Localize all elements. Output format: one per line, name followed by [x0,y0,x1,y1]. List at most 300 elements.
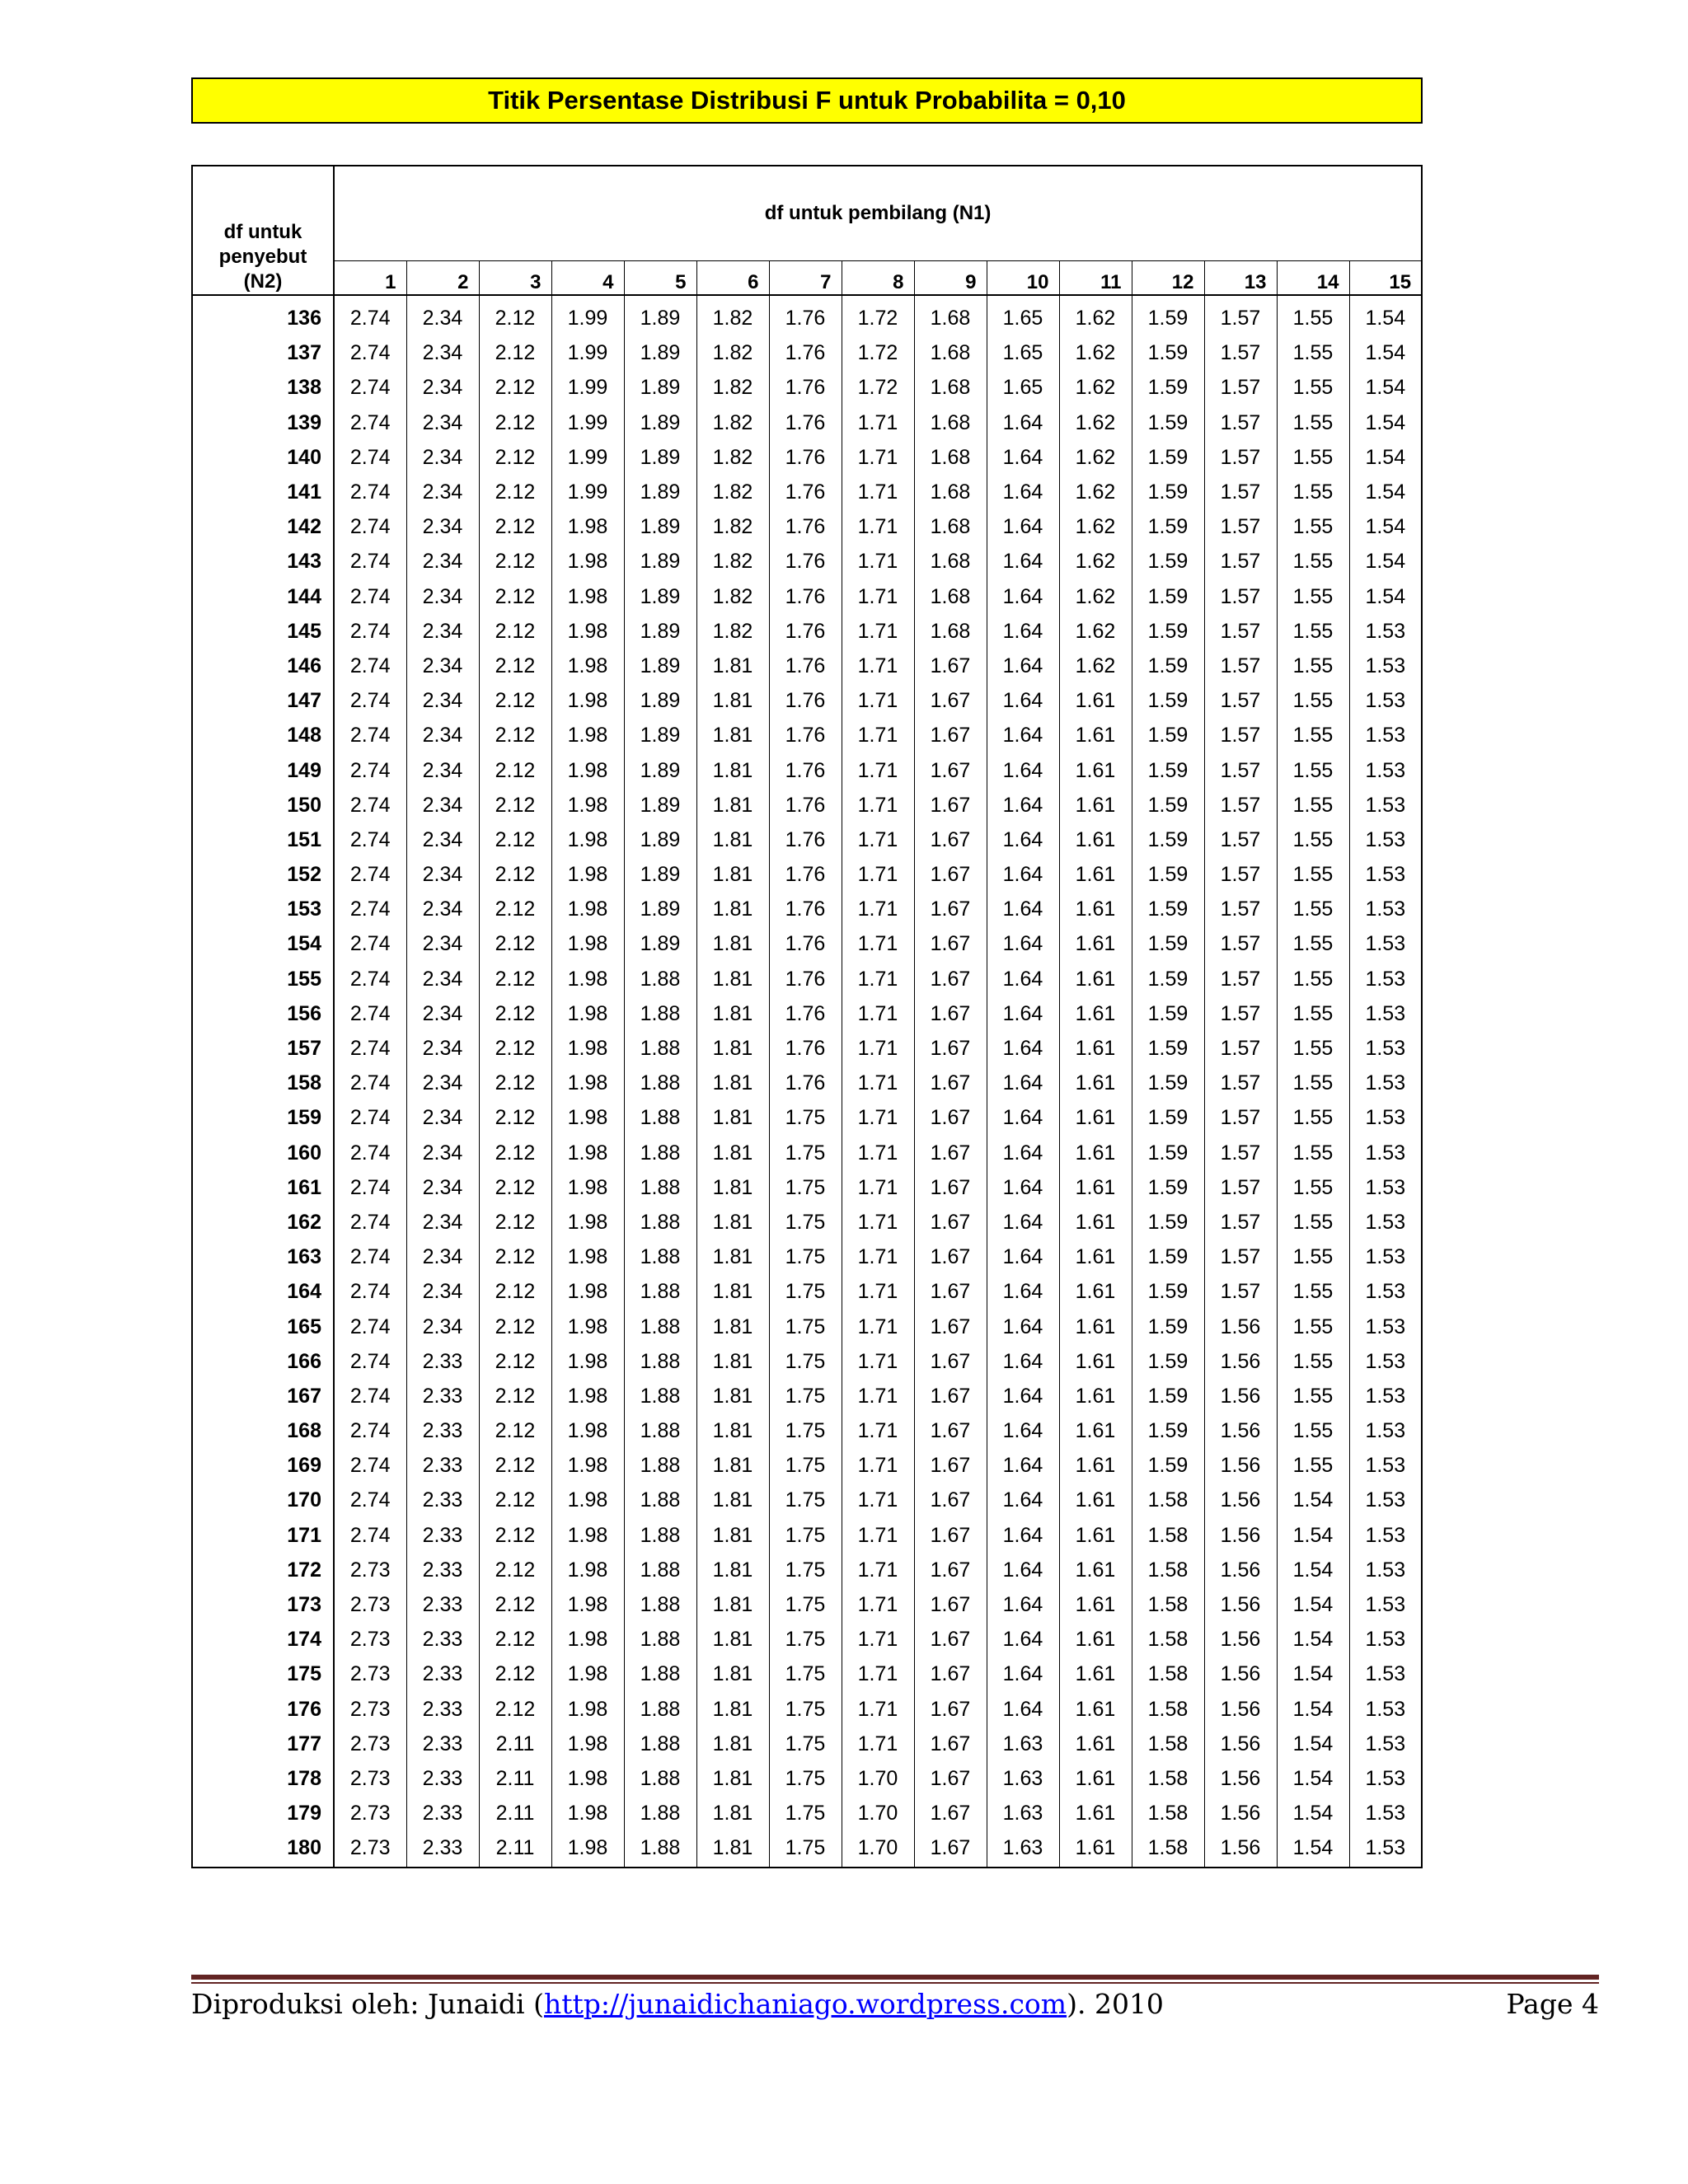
table-cell: 1.75 [769,1274,842,1309]
table-cell: 2.34 [406,1205,479,1240]
table-cell: 1.64 [987,1170,1059,1205]
table-cell: 1.65 [987,335,1059,370]
table-cell: 2.33 [406,1483,479,1517]
table-cell: 1.64 [987,996,1059,1031]
table-cell: 1.65 [987,295,1059,335]
table-cell: 2.74 [334,475,406,509]
table-cell: 1.56 [1204,1553,1277,1587]
table-cell: 1.70 [842,1830,914,1868]
table-cell: 1.71 [842,405,914,440]
table-cell: 1.75 [769,1518,842,1553]
table-cell: 1.62 [1059,295,1132,335]
table-cell: 1.71 [842,892,914,926]
column-header: 5 [624,261,696,296]
table-cell: 1.98 [551,1136,624,1170]
row-df-n2: 167 [192,1379,334,1413]
table-cell: 2.12 [479,1692,551,1727]
table-cell: 1.61 [1059,1761,1132,1796]
table-cell: 1.57 [1204,440,1277,475]
table-cell: 1.98 [551,1796,624,1830]
table-cell: 1.53 [1365,863,1406,887]
table-cell: 1.55 [1277,1379,1349,1413]
table-cell: 1.81 [696,752,769,787]
table-cell: 2.74 [334,1518,406,1553]
table-row [192,614,1422,649]
table-cell: 2.12 [479,1587,551,1622]
table-cell: 2.12 [479,1136,551,1170]
table-cell: 1.71 [842,1344,914,1379]
table-row [192,823,1422,857]
table-cell: 1.67 [914,1413,987,1448]
table-cell: 1.55 [1277,440,1349,475]
table-cell: 1.72 [842,335,914,370]
table-cell: 1.67 [914,823,987,857]
n2-header-line: df untuk [223,221,302,243]
table-cell: 2.74 [334,1100,406,1135]
table-cell: 1.67 [914,788,987,823]
table-cell: 1.59 [1132,962,1204,996]
table-cell: 1.54 [1365,307,1406,330]
footer-link[interactable]: http://junaidichaniago.wordpress.com [543,1988,1067,2020]
table-cell: 1.57 [1204,1274,1277,1309]
table-cell: 1.71 [842,683,914,718]
table-cell: 1.59 [1132,926,1204,961]
table-cell: 1.57 [1204,475,1277,509]
table-cell: 1.55 [1277,996,1349,1031]
table-cell: 1.98 [551,1066,624,1100]
table-cell: 1.81 [696,1483,769,1517]
table-cell: 1.81 [696,1066,769,1100]
row-df-n2: 165 [192,1309,334,1343]
table-cell: 2.74 [334,1274,406,1309]
table-cell: 2.12 [479,718,551,752]
table-cell: 1.53 [1365,1662,1406,1686]
table-cell: 1.58 [1132,1483,1204,1517]
table-cell: 1.59 [1132,475,1204,509]
table-cell: 1.64 [987,752,1059,787]
table-row [192,1205,1422,1240]
table-cell: 2.12 [479,405,551,440]
table-cell: 1.53 [1365,1210,1406,1234]
table-cell: 1.58 [1132,1622,1204,1657]
table-cell: 1.61 [1059,752,1132,787]
table-cell: 1.98 [551,1518,624,1553]
row-df-n2: 154 [192,926,334,961]
table-cell: 1.53 [1365,1071,1406,1095]
table-cell: 1.59 [1132,614,1204,649]
table-cell: 1.76 [769,614,842,649]
table-cell: 1.75 [769,1379,842,1413]
row-df-n2: 146 [192,649,334,683]
table-cell: 2.34 [406,1240,479,1274]
table-cell: 1.81 [696,1796,769,1830]
table-row [192,1413,1422,1448]
table-cell: 1.76 [769,544,842,579]
table-cell: 2.12 [479,892,551,926]
table-cell: 1.71 [842,718,914,752]
table-row [192,1379,1422,1413]
table-cell: 1.71 [842,996,914,1031]
table-row [192,1553,1422,1587]
table-cell: 1.82 [696,544,769,579]
table-cell: 1.98 [551,544,624,579]
table-cell: 2.34 [406,788,479,823]
table-cell: 1.54 [1277,1727,1349,1761]
table-cell: 1.98 [551,1344,624,1379]
table-row [192,649,1422,683]
table-cell: 1.68 [914,509,987,544]
table-cell: 1.53 [1365,1523,1406,1547]
table-cell: 1.53 [1365,898,1406,921]
table-cell: 1.57 [1204,823,1277,857]
table-cell: 1.81 [696,1136,769,1170]
table-cell: 2.74 [334,649,406,683]
table-cell: 1.56 [1204,1483,1277,1517]
table-cell: 1.98 [551,1622,624,1657]
table-cell: 1.75 [769,1170,842,1205]
table-row [192,1692,1422,1727]
table-cell: 1.59 [1132,370,1204,405]
table-cell: 2.74 [334,1205,406,1240]
table-cell: 1.71 [842,1031,914,1066]
table-cell: 1.89 [624,892,696,926]
row-df-n2: 178 [192,1761,334,1796]
table-cell: 1.98 [551,788,624,823]
table-cell: 1.81 [696,1622,769,1657]
table-cell: 1.58 [1132,1727,1204,1761]
table-cell: 2.74 [334,509,406,544]
table-cell: 1.55 [1277,1344,1349,1379]
table-cell: 1.75 [769,1587,842,1622]
table-cell: 1.57 [1204,962,1277,996]
table-cell: 1.81 [696,823,769,857]
table-cell: 1.64 [987,857,1059,892]
table-cell: 1.55 [1277,295,1349,335]
table-cell: 2.12 [479,295,551,335]
table-cell: 1.71 [842,962,914,996]
table-cell: 1.71 [842,440,914,475]
table-cell: 2.12 [479,926,551,961]
table-cell: 1.88 [624,1240,696,1274]
table-cell: 1.75 [769,1830,842,1868]
table-cell: 2.73 [334,1622,406,1657]
table-row [192,683,1422,718]
table-cell: 1.67 [914,1100,987,1135]
table-cell: 1.63 [987,1830,1059,1868]
table-cell: 1.55 [1277,579,1349,614]
table-cell: 1.57 [1204,1136,1277,1170]
table-row [192,1657,1422,1691]
table-cell: 1.57 [1204,788,1277,823]
table-cell: 1.57 [1204,579,1277,614]
table-cell: 1.64 [987,1413,1059,1448]
table-cell: 1.75 [769,1344,842,1379]
table-cell: 1.54 [1277,1657,1349,1691]
table-row [192,718,1422,752]
table-cell: 2.74 [334,962,406,996]
table-cell: 1.54 [1277,1692,1349,1727]
table-cell: 1.75 [769,1309,842,1343]
table-cell: 1.55 [1277,335,1349,370]
table-cell: 1.98 [551,1205,624,1240]
table-row [192,892,1422,926]
table-cell: 1.98 [551,1761,624,1796]
table-cell: 1.88 [624,1413,696,1448]
table-cell: 1.75 [769,1483,842,1517]
row-df-n2: 171 [192,1518,334,1553]
table-cell: 2.74 [334,1379,406,1413]
table-cell: 2.12 [479,1413,551,1448]
table-cell: 1.64 [987,892,1059,926]
table-cell: 1.76 [769,370,842,405]
table-row [192,926,1422,961]
table-cell: 1.89 [624,370,696,405]
table-cell: 1.75 [769,1622,842,1657]
footer-prefix: Diproduksi oleh: Junaidi ( [191,1988,544,2020]
table-cell: 1.98 [551,1727,624,1761]
n2-header-line: (N2) [243,270,283,293]
table-cell: 1.54 [1365,410,1406,434]
table-cell: 2.34 [406,962,479,996]
table-cell: 2.74 [334,295,406,335]
table-cell: 1.76 [769,788,842,823]
table-cell: 2.34 [406,1066,479,1100]
table-cell: 1.56 [1204,1448,1277,1483]
row-df-n2: 144 [192,579,334,614]
table-cell: 2.12 [479,1309,551,1343]
table-cell: 1.71 [842,579,914,614]
table-cell: 1.59 [1132,1309,1204,1343]
table-cell: 2.34 [406,823,479,857]
table-cell: 1.59 [1132,405,1204,440]
row-df-n2: 160 [192,1136,334,1170]
table-cell: 1.64 [987,544,1059,579]
table-cell: 1.64 [987,579,1059,614]
table-cell: 1.99 [551,370,624,405]
table-cell: 1.98 [551,1413,624,1448]
table-cell: 2.34 [406,857,479,892]
table-cell: 1.76 [769,962,842,996]
table-cell: 1.89 [624,440,696,475]
table-cell: 1.71 [842,788,914,823]
table-cell: 2.34 [406,926,479,961]
table-cell: 1.98 [551,1692,624,1727]
table-cell: 1.59 [1132,1274,1204,1309]
table-cell: 1.88 [624,1066,696,1100]
table-cell: 1.59 [1132,1136,1204,1170]
table-cell: 1.61 [1059,788,1132,823]
table-cell: 2.12 [479,440,551,475]
table-row [192,1448,1422,1483]
table-cell: 2.33 [406,1796,479,1830]
table-cell: 2.12 [479,335,551,370]
table-cell: 1.56 [1204,1727,1277,1761]
table-cell: 2.34 [406,440,479,475]
row-df-n2: 137 [192,335,334,370]
table-cell: 2.12 [479,683,551,718]
table-cell: 1.76 [769,335,842,370]
table-cell: 1.61 [1059,1448,1132,1483]
table-cell: 1.63 [987,1761,1059,1796]
table-cell: 1.53 [1365,1802,1406,1825]
table-cell: 1.54 [1277,1622,1349,1657]
table-row [192,788,1422,823]
table-cell: 1.67 [914,1761,987,1796]
table-cell: 1.55 [1277,405,1349,440]
table-cell: 2.12 [479,649,551,683]
table-cell: 1.57 [1204,892,1277,926]
table-cell: 1.81 [696,1448,769,1483]
table-cell: 1.76 [769,440,842,475]
table-cell: 1.99 [551,405,624,440]
table-cell: 1.59 [1132,1413,1204,1448]
table-cell: 1.81 [696,1031,769,1066]
table-cell: 1.98 [551,718,624,752]
row-df-n2: 172 [192,1553,334,1587]
table-cell: 1.98 [551,1100,624,1135]
table-cell: 1.98 [551,1240,624,1274]
table-cell: 1.71 [842,1170,914,1205]
column-header: 13 [1204,261,1277,296]
table-cell: 1.71 [842,823,914,857]
table-cell: 1.76 [769,996,842,1031]
table-cell: 1.64 [987,718,1059,752]
table-cell: 2.74 [334,544,406,579]
table-cell: 1.89 [624,683,696,718]
column-header: 8 [842,261,914,296]
table-cell: 1.54 [1277,1553,1349,1587]
table-cell: 1.68 [914,544,987,579]
table-cell: 1.64 [987,823,1059,857]
table-cell: 1.89 [624,718,696,752]
table-cell: 1.53 [1365,1419,1406,1443]
table-cell: 1.54 [1365,445,1406,469]
table-cell: 1.58 [1132,1587,1204,1622]
footer [191,1988,1599,2020]
table-cell: 1.53 [1365,1454,1406,1478]
table-cell: 1.59 [1132,996,1204,1031]
page-title-text: Titik Persentase Distribusi F untuk Probabilita = 0,10 [488,86,1126,115]
table-cell: 1.59 [1132,1170,1204,1205]
table-cell: 2.34 [406,509,479,544]
table-cell: 2.12 [479,788,551,823]
table-cell: 2.12 [479,1274,551,1309]
table-cell: 2.74 [334,579,406,614]
column-header: 2 [406,261,479,296]
table-cell: 1.89 [624,857,696,892]
table-cell: 1.76 [769,752,842,787]
table-cell: 1.57 [1204,926,1277,961]
table-cell: 1.61 [1059,1553,1132,1587]
column-header: 7 [769,261,842,296]
row-df-n2: 180 [192,1830,334,1868]
table-cell: 1.67 [914,1379,987,1413]
table-cell: 1.53 [1365,1141,1406,1165]
table-cell: 1.76 [769,579,842,614]
table-cell: 1.89 [624,788,696,823]
table-cell: 1.54 [1277,1796,1349,1830]
table-cell: 1.61 [1059,1136,1132,1170]
table-cell: 2.12 [479,1066,551,1100]
table-row [192,544,1422,579]
table-cell: 1.53 [1365,1384,1406,1408]
table-cell: 1.61 [1059,1830,1132,1868]
table-cell: 1.64 [987,788,1059,823]
table-cell: 1.81 [696,718,769,752]
table-cell: 1.62 [1059,509,1132,544]
table-cell: 1.81 [696,1240,769,1274]
table-cell: 1.98 [551,614,624,649]
table-cell: 1.81 [696,683,769,718]
table-cell: 1.98 [551,1553,624,1587]
table-row [192,509,1422,544]
column-header: 11 [1059,261,1132,296]
table-row [192,1727,1422,1761]
table-cell: 1.67 [914,1240,987,1274]
table-row [192,440,1422,475]
table-cell: 1.55 [1277,614,1349,649]
table-cell: 1.82 [696,370,769,405]
row-df-n2: 163 [192,1240,334,1274]
table-cell: 1.81 [696,1830,769,1868]
table-cell: 1.67 [914,752,987,787]
table-cell: 1.61 [1059,1657,1132,1691]
table-cell: 1.61 [1059,683,1132,718]
table-cell: 1.71 [842,1413,914,1448]
table-cell: 1.62 [1059,370,1132,405]
table-cell: 1.58 [1132,1657,1204,1691]
table-cell: 1.81 [696,649,769,683]
table-cell: 1.59 [1132,1100,1204,1135]
table-cell: 1.59 [1132,1448,1204,1483]
table-cell: 1.55 [1277,718,1349,752]
table-cell: 1.61 [1059,892,1132,926]
column-header: 9 [914,261,987,296]
table-cell: 1.82 [696,475,769,509]
table-cell: 1.89 [624,579,696,614]
table-row [192,1170,1422,1205]
table-cell: 2.33 [406,1692,479,1727]
table-cell: 1.88 [624,1483,696,1517]
table-cell: 1.53 [1365,1175,1406,1199]
table-cell: 1.61 [1059,718,1132,752]
table-cell: 1.76 [769,295,842,335]
table-cell: 1.57 [1204,1066,1277,1100]
table-cell: 1.64 [987,1657,1059,1691]
table-cell: 1.61 [1059,1483,1132,1517]
table-cell: 1.59 [1132,1205,1204,1240]
table-cell: 1.68 [914,370,987,405]
table-row [192,1031,1422,1066]
table-cell: 1.64 [987,1240,1059,1274]
table-cell: 1.89 [624,295,696,335]
table-cell: 1.98 [551,892,624,926]
table-cell: 2.73 [334,1796,406,1830]
table-cell: 1.70 [842,1796,914,1830]
table-cell: 1.89 [624,649,696,683]
table-cell: 1.88 [624,1100,696,1135]
table-cell: 1.56 [1204,1413,1277,1448]
row-df-n2: 173 [192,1587,334,1622]
table-cell: 2.34 [406,544,479,579]
table-cell: 1.61 [1059,1100,1132,1135]
table-cell: 2.33 [406,1587,479,1622]
table-cell: 2.74 [334,892,406,926]
table-cell: 1.64 [987,475,1059,509]
table-body [192,295,1422,1868]
table-cell: 1.55 [1277,788,1349,823]
table-cell: 2.12 [479,1379,551,1413]
